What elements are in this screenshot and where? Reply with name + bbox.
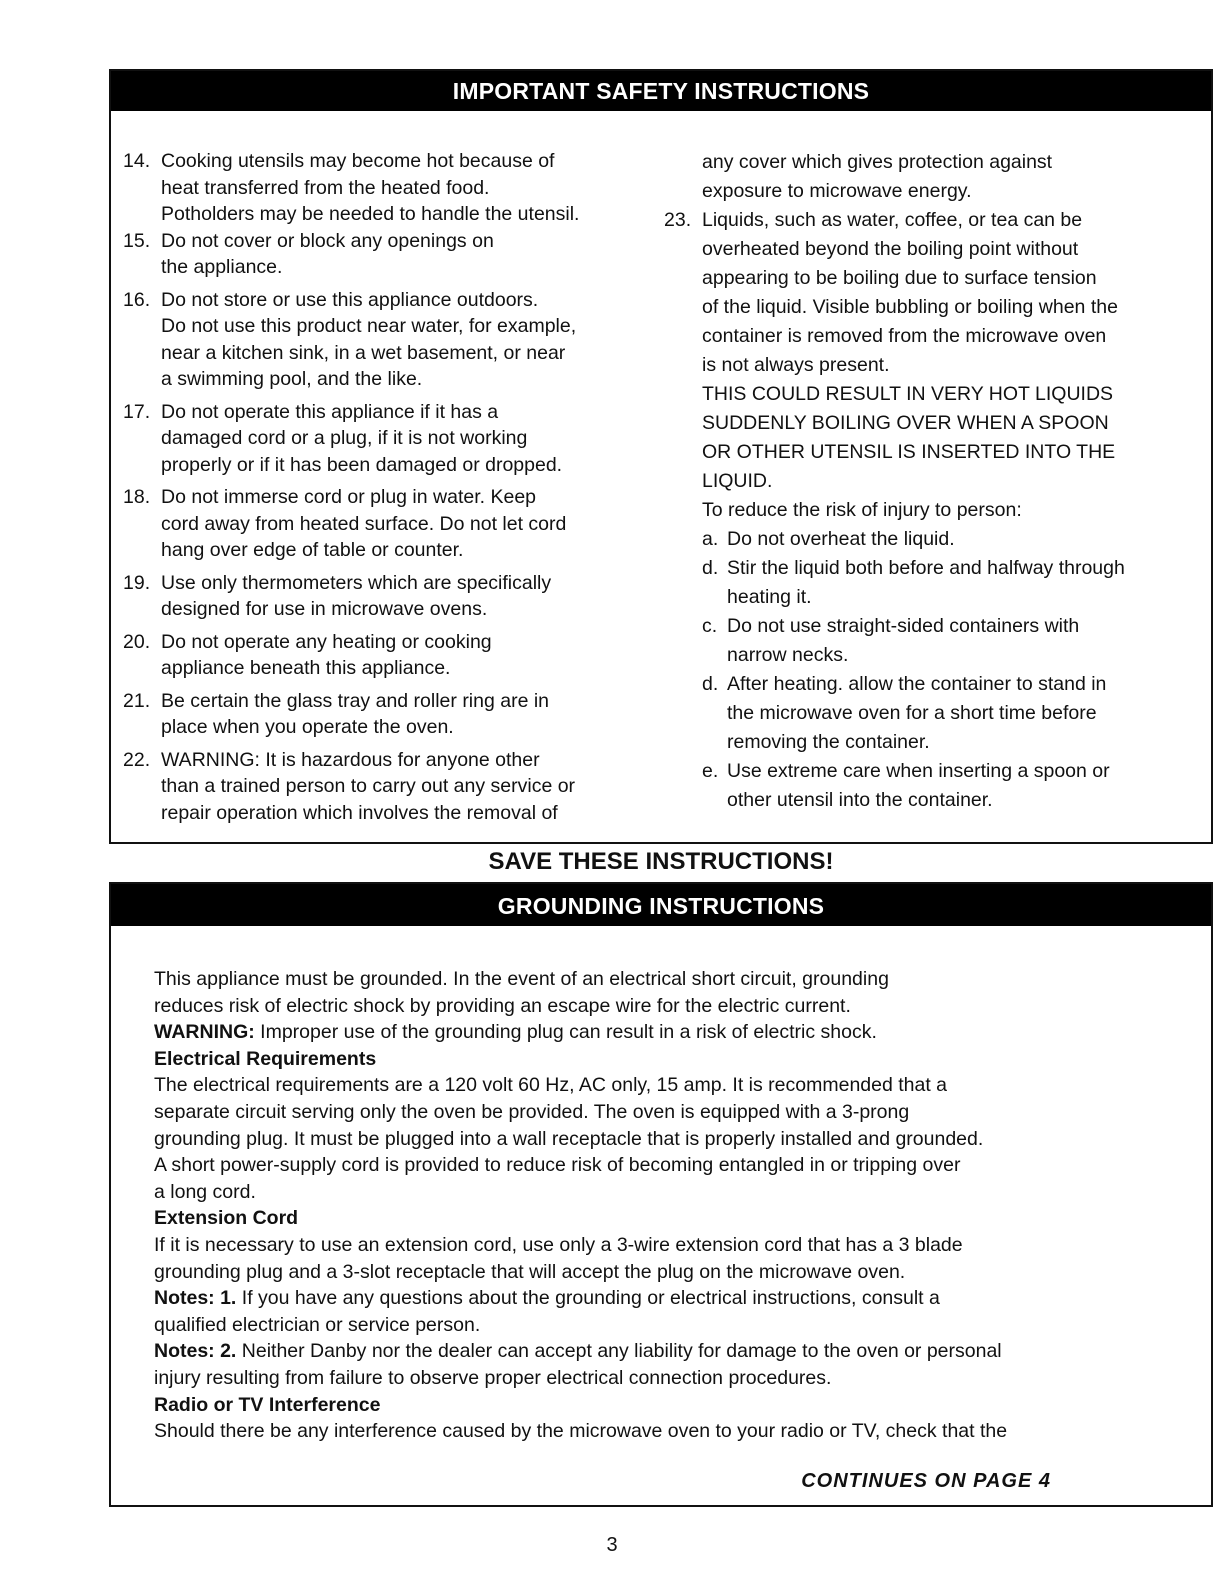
item-letter: a. — [702, 528, 719, 550]
note-1: Notes: 1. If you have any questions about the grounding or electrical instructions, consult a qualified electrician or service person. — [154, 1287, 940, 1336]
item-line: After heating. allow the container to stand in — [727, 673, 1107, 695]
item-letter: e. — [702, 760, 719, 782]
item-line: other utensil into the container. — [727, 789, 993, 811]
item-line: the microwave oven for a short time before — [727, 702, 1097, 724]
note-2: Notes: 2. Neither Danby nor the dealer can accept any liability for damage to the oven or personal injury resulting from failure to observe proper electrical connection procedures. — [154, 1340, 1002, 1389]
item-line: appliance beneath this appliance. — [161, 657, 451, 679]
item-line: hang over edge of table or counter. — [161, 539, 464, 561]
safety-item-19 — [123, 570, 653, 623]
grounding-intro: This appliance must be grounded. In the event of an electrical short circuit, grounding reduces risk of electric shock by providing an escape wire for the electric current. — [154, 968, 889, 1017]
safety-item-14 — [123, 148, 653, 228]
reduce-risk-item — [702, 670, 1204, 757]
reduce-risk-item — [702, 525, 1204, 554]
item-line: removing the container. — [727, 731, 930, 753]
item-letter: d. — [702, 557, 719, 579]
reduce-risk-list — [664, 525, 1204, 815]
item-line: place when you operate the oven. — [161, 716, 454, 738]
item-number: 23. — [664, 209, 692, 231]
item-line: Do not store or use this appliance outdoors. — [161, 288, 539, 311]
safety-item-18 — [123, 484, 653, 564]
item-line: Be certain the glass tray and roller ring are in — [161, 689, 550, 712]
item-line: Do not overheat the liquid. — [727, 528, 955, 550]
item-line: Use extreme care when inserting a spoon or — [727, 760, 1110, 782]
caps-warning: THIS COULD RESULT IN VERY HOT LIQUIDS SUDDENLY BOILING OVER WHEN A SPOON OR OTHER UTENSIL IS INSERTED INTO THE LIQUID. — [702, 383, 1116, 492]
item-line: damaged cord or a plug, if it is not working — [161, 427, 528, 449]
item-line: Do not cover or block any openings on — [161, 229, 494, 252]
item-number: 18. — [123, 486, 151, 508]
item-line: narrow necks. — [727, 644, 849, 666]
grounding-warning: WARNING: Improper use of the grounding plug can result in a risk of electric shock. — [154, 1021, 877, 1044]
item-line: than a trained person to carry out any service or — [161, 775, 576, 797]
item-line: Do not use this product near water, for example, — [161, 315, 577, 337]
item-line: cord away from heated surface. Do not let cord — [161, 512, 567, 535]
safety-item-23: 23. Liquids, such as water, coffee, or tea can be overheated beyond the boiling point without appearing to be boiling due to surface tension of the liquid. Visible bubbling or boiling when the container is removed from the microwave oven is not always present. — [664, 206, 1204, 380]
grounding-instructions-header: GROUNDING INSTRUCTIONS — [111, 884, 1211, 926]
page-number: 3 — [606, 1534, 618, 1556]
safety-left-column — [123, 148, 653, 826]
item-number: 22. — [123, 748, 151, 771]
item-number: 20. — [123, 630, 151, 653]
extension-cord-text: If it is necessary to use an extension cord, use only a 3-wire extension cord that has a 3 blade grounding plug and a 3-slot receptacle that will accept the plug on the microwave oven. — [154, 1233, 963, 1283]
item-line: repair operation which involves the removal of — [161, 801, 558, 824]
safety-item-21 — [123, 688, 653, 741]
item-line: near a kitchen sink, in a wet basement, or near — [161, 341, 566, 364]
item-number: 16. — [123, 288, 151, 311]
reduce-risk-intro: To reduce the risk of injury to person: — [702, 499, 1022, 521]
safety-instructions-header: IMPORTANT SAFETY INSTRUCTIONS — [111, 71, 1211, 111]
item-line: Do not use straight-sided containers with — [727, 615, 1080, 637]
grounding-body — [154, 966, 1194, 1445]
safety-item-17 — [123, 399, 653, 479]
item-line: WARNING: It is hazardous for anyone other — [161, 748, 540, 771]
item-line: Do not operate this appliance if it has a — [161, 400, 499, 423]
extension-cord-heading: Extension Cord — [154, 1207, 299, 1230]
item-letter: c. — [702, 615, 718, 637]
safety-item-15 — [123, 228, 653, 281]
grounding-instructions-box — [109, 882, 1213, 1507]
item-line: Use only thermometers which are specifically — [161, 571, 552, 594]
reduce-risk-item — [702, 757, 1204, 815]
safety-instructions-box — [109, 69, 1213, 844]
item-number: 15. — [123, 229, 151, 252]
safety-right-column — [664, 148, 1204, 815]
item-number: 17. — [123, 400, 151, 423]
item-number: 21. — [123, 689, 151, 712]
item-line: heating it. — [727, 586, 812, 608]
safety-item-22 — [123, 747, 653, 827]
safety-item-20 — [123, 629, 653, 682]
item-number: 19. — [123, 571, 151, 594]
radio-tv-interference-text: Should there be any interference caused by the microwave oven to your radio or TV, check that the — [154, 1420, 1008, 1443]
item-line: designed for use in microwave ovens. — [161, 598, 488, 620]
item-line: a swimming pool, and the like. — [161, 368, 423, 390]
item-line: heat transferred from the heated food. — [161, 176, 490, 199]
item-line: Do not operate any heating or cooking — [161, 630, 492, 653]
item-line: Stir the liquid both before and halfway through — [727, 557, 1125, 579]
electrical-requirements-text: The electrical requirements are a 120 volt 60 Hz, AC only, 15 amp. It is recommended that a separate circuit serving only the oven be provided. The oven is equipped with a 3-prong grounding plug. It must be plugged into a wall receptacle that is properly installed and grounded. A short power-supply cord is provided to reduce risk of becoming entangled in or tripping over a long cord. — [154, 1074, 984, 1203]
item-number: 14. — [123, 150, 151, 172]
item-line: properly or if it has been damaged or dropped. — [161, 453, 563, 476]
item-line: Cooking utensils may become hot because of — [161, 150, 555, 172]
electrical-requirements-heading: Electrical Requirements — [154, 1047, 377, 1070]
reduce-risk-item — [702, 612, 1204, 670]
radio-tv-interference-heading: Radio or TV Interference — [154, 1393, 381, 1416]
save-instructions-notice: SAVE THESE INSTRUCTIONS! — [488, 848, 834, 875]
item-line: the appliance. — [161, 256, 283, 278]
item-line: Potholders may be needed to handle the utensil. — [161, 203, 580, 225]
item-line: Do not immerse cord or plug in water. Keep — [161, 486, 537, 508]
safety-item-16 — [123, 287, 653, 393]
continues-on-page-link: CONTINUES ON PAGE 4 — [801, 1470, 1051, 1492]
item-letter: d. — [702, 673, 719, 695]
item-22-continuation: any cover which gives protection against exposure to microwave energy. — [702, 151, 1053, 202]
reduce-risk-item — [702, 554, 1204, 612]
